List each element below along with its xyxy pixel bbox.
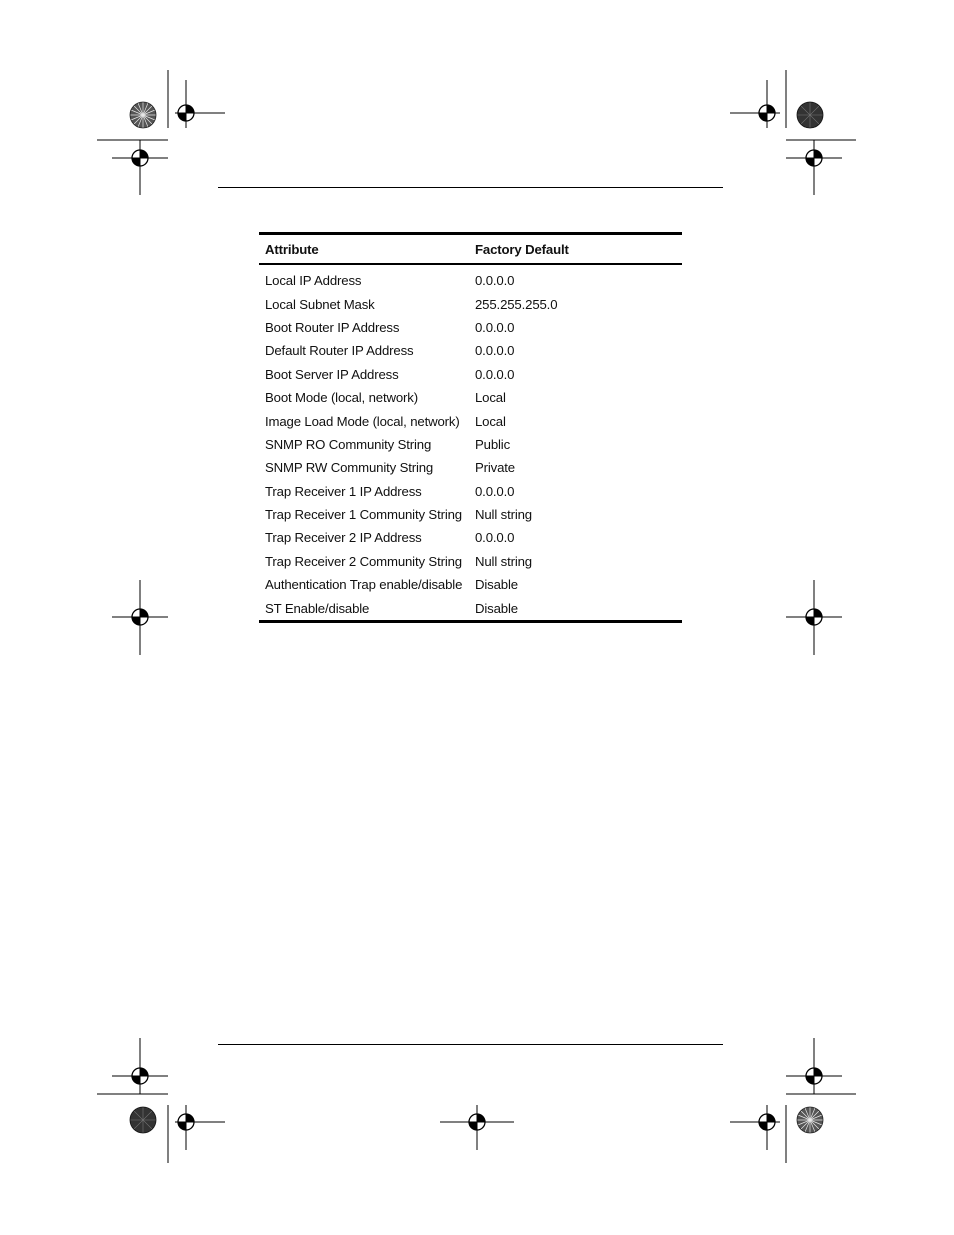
attribute-cell: Boot Router IP Address (265, 319, 400, 335)
attribute-cell: Image Load Mode (local, network) (265, 413, 460, 429)
default-cell: 0.0.0.0 (475, 530, 515, 546)
default-cell: 255.255.255.0 (475, 296, 558, 312)
table-row (259, 480, 682, 503)
default-cell: Private (475, 460, 515, 476)
default-cell: Local (475, 413, 506, 429)
default-cell: Null string (475, 507, 532, 523)
table-row (259, 550, 682, 573)
attribute-cell: Local IP Address (265, 273, 362, 289)
attribute-cell: Trap Receiver 1 Community String (265, 507, 462, 523)
default-cell: 0.0.0.0 (475, 483, 515, 499)
default-cell: 0.0.0.0 (475, 366, 515, 382)
attribute-cell: SNMP RO Community String (265, 436, 432, 452)
default-cell: Public (475, 436, 511, 452)
attribute-cell: Boot Mode (local, network) (265, 390, 418, 406)
attribute-cell: ST Enable/disable (265, 600, 370, 616)
attribute-cell: Boot Server IP Address (265, 366, 399, 382)
table-row (259, 409, 682, 432)
attribute-cell: Default Router IP Address (265, 343, 414, 359)
table-row (259, 596, 682, 619)
table-row (259, 526, 682, 549)
table-row (259, 573, 682, 596)
table-row (259, 386, 682, 409)
table-row (259, 363, 682, 386)
table-row (259, 503, 682, 526)
default-cell: Null string (475, 553, 532, 569)
default-cell: Disable (475, 600, 518, 616)
attribute-cell: Trap Receiver 1 IP Address (265, 483, 422, 499)
attribute-cell: Local Subnet Mask (265, 296, 375, 312)
header-attribute: Attribute (259, 235, 469, 264)
table-row (259, 316, 682, 339)
default-cell: Disable (475, 577, 518, 593)
table-row (259, 433, 682, 456)
table-header-row (259, 235, 682, 264)
attribute-cell: Trap Receiver 2 IP Address (265, 530, 422, 546)
table-row (259, 339, 682, 362)
default-cell: 0.0.0.0 (475, 343, 515, 359)
header-rule (218, 187, 723, 188)
footer-rule (218, 1044, 723, 1045)
factory-defaults-table (259, 232, 682, 623)
table-row (259, 292, 682, 315)
default-cell: 0.0.0.0 (475, 273, 515, 289)
attribute-cell: Authentication Trap enable/disable (265, 577, 463, 593)
attribute-cell: SNMP RW Community String (265, 460, 434, 476)
table-row (259, 269, 682, 292)
default-cell: Local (475, 390, 506, 406)
attribute-cell: Trap Receiver 2 Community String (265, 553, 462, 569)
default-cell: 0.0.0.0 (475, 319, 515, 335)
header-factory-default: Factory Default (469, 235, 682, 264)
table-row (259, 456, 682, 479)
